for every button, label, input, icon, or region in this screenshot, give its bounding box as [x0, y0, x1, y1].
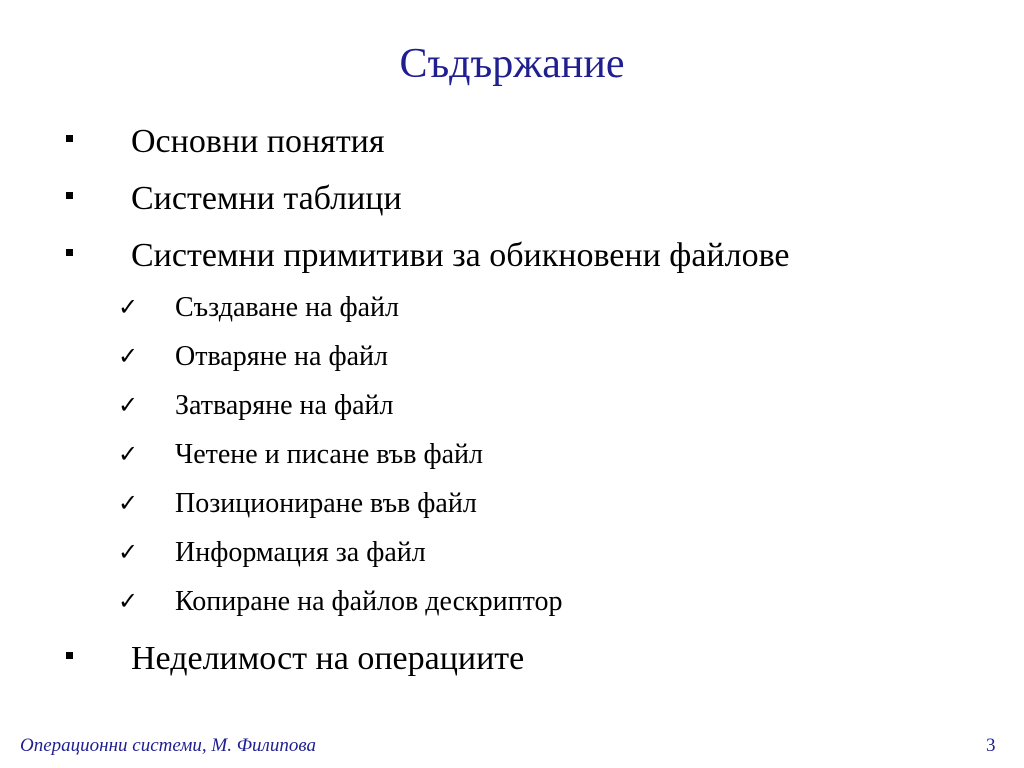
slide-title: Съдържание [399, 41, 625, 87]
sub-item-close-file [0, 388, 1000, 424]
bullet-item-text: Системни таблици [131, 180, 402, 217]
bullet-item-text: Основни понятия [131, 123, 385, 160]
sub-item-copy-descriptor [0, 584, 1000, 620]
sub-item-seek-file [0, 486, 1000, 522]
sub-item-text: Създаване на файл [175, 292, 400, 323]
square-bullet-icon [66, 652, 73, 659]
sub-item-text: Копиране на файлов дескриптор [175, 586, 563, 617]
checkmark-icon: ✓ [118, 293, 139, 321]
bullet-item-text: Неделимост на операциите [131, 640, 525, 677]
sub-item-text: Четене и писане във файл [175, 439, 484, 470]
bullet-item-system-primitives [0, 234, 1000, 278]
sub-item-text: Отваряне на файл [175, 341, 388, 372]
sub-item-create-file [0, 290, 1000, 326]
footer-course-author: Операционни системи, М. Филипова [20, 735, 316, 756]
sub-item-text: Затваряне на файл [175, 390, 394, 421]
bullet-item-basic-concepts [0, 120, 1000, 164]
square-bullet-icon [66, 249, 73, 256]
sub-item-read-write-file [0, 437, 1000, 473]
checkmark-icon: ✓ [118, 538, 139, 566]
square-bullet-icon [66, 135, 73, 142]
bullet-item-text: Системни примитиви за обикновени файлове [131, 237, 790, 274]
checkmark-icon: ✓ [118, 440, 139, 468]
square-bullet-icon [66, 192, 73, 199]
checkmark-icon: ✓ [118, 391, 139, 419]
bullet-item-atomicity [0, 637, 1000, 681]
checkmark-icon: ✓ [118, 587, 139, 615]
checkmark-icon: ✓ [118, 342, 139, 370]
sub-item-file-info [0, 535, 1000, 571]
bullet-item-system-tables [0, 177, 1000, 221]
checkmark-icon: ✓ [118, 489, 139, 517]
sub-item-text: Позициониране във файл [175, 488, 477, 519]
page-number: 3 [986, 735, 996, 756]
sub-item-open-file [0, 339, 1000, 375]
sub-item-text: Информация за файл [175, 537, 426, 568]
